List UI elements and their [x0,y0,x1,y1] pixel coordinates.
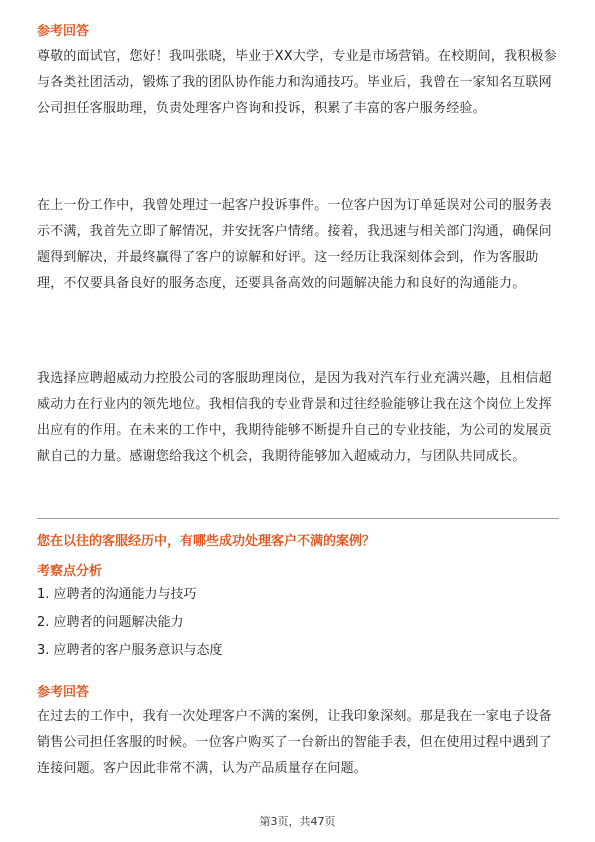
section-divider [37,518,559,519]
section2-paragraph: 在过去的工作中，我有一次处理客户不满的案例，让我印象深刻。那是我在一家电子设备销售公司担任客服的时候。一位客户购买了一台新出的智能手表，但在使用过程中遇到了连接问题。客户因此非常不满，认为产品质量存在问题。 [37,709,552,776]
analysis-item-1: 1. 应聘者的沟通能力与技巧 [37,587,197,602]
section1-heading: 参考回答 [37,24,90,39]
section1-paragraph-2: 在上一份工作中，我曾处理过一起客户投诉事件。一位客户因为订单延误对公司的服务表示不满，我首先立即了解情况，并安抚客户情绪。接着，我迅速与相关部门沟通，确保问题得到解决，并最终赢得了客户的谅解和好评。这一经历让我深刻体会到，作为客服助理，不仅要具备良好的服务态度，还要具备高效的问题解决能力和良好的沟通能力。 [37,198,552,291]
section2-heading: 参考回答 [37,685,90,700]
section1-paragraph-1: 尊敬的面试官，您好！我叫张晓，毕业于XX大学，专业是市场营销。在校期间，我积极参与各类社团活动，锻炼了我的团队协作能力和沟通技巧。毕业后，我曾在一家知名互联网公司担任客服助理，负责处理客户咨询和投诉，积累了丰富的客户服务经验。 [37,49,557,116]
analysis-item-3: 3. 应聘者的客户服务意识与态度 [37,643,223,658]
interview-question: 您在以往的客服经历中，有哪些成功处理客户不满的案例？ [37,534,376,549]
analysis-item-2: 2. 应聘者的问题解决能力 [37,615,184,630]
analysis-heading: 考察点分析 [37,564,103,579]
section1-paragraph-3: 我选择应聘超威动力控股公司的客服助理岗位，是因为我对汽车行业充满兴趣，且相信超威动力在行业内的领先地位。我相信我的专业背景和过往经验能够让我在这个岗位上发挥出应有的作用。在未来的工作中，我期待能够不断提升自己的专业技能，为公司的发展贡献自己的力量。感谢您给我这个机会，我期待能够加入超威动力，与团队共同成长。 [37,371,552,464]
page-number-footer: 第3页，共47页 [259,815,336,828]
